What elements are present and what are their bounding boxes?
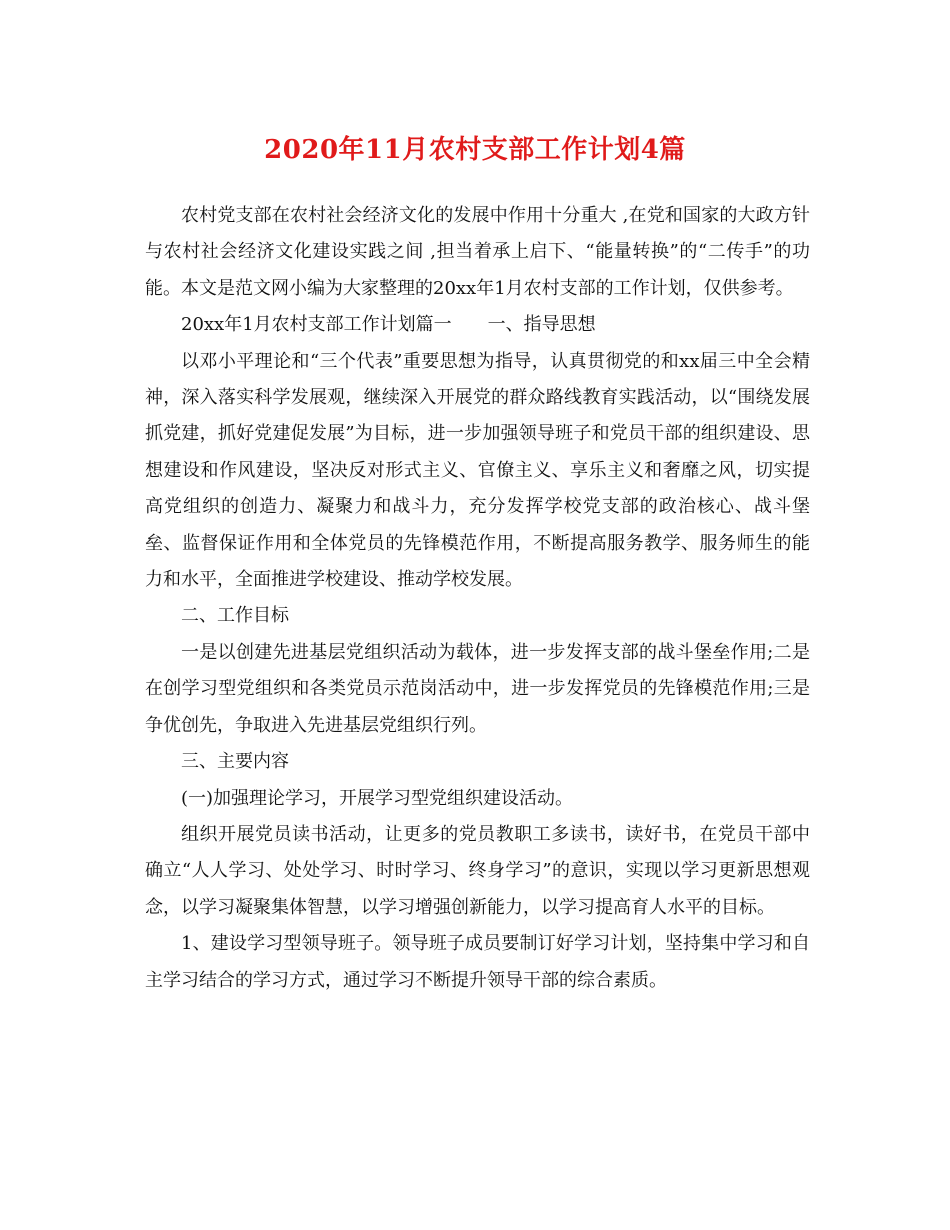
paragraph-guiding-thought: 以邓小平理论和“三个代表”重要思想为指导，认真贯彻党的和xx届三中全会精神，深入落实科学发展观，继续深入开展党的群众路线教育实践活动，以“围绕发展抓党建，抓好党建促发展”为目标，进一步加强领导班子和党员干部的组织建设、思想建设和作风建设，坚决反对形式主义、官僚主义、享乐主义和奢靡之风，切实提高党组织的创造力、凝聚力和战斗力，充分发挥学校党支部的政治核心、战斗堡垒、监督保证作用和全体党员的先锋模范作用，不断提高服务教学、服务师生的能力和水平，全面推进学校建设、推动学校发展。: [145, 350, 810, 591]
paragraph-work-goals-heading: 二、工作目标: [181, 605, 289, 627]
paragraph-main-content-heading: 三、主要内容: [181, 751, 289, 773]
paragraph-reading-activity: 组织开展党员读书活动，让更多的党员教职工多读书，读好书，在党员干部中确立“人人学习、处处学习、时时学习、终身学习”的意识，实现以学习更新思想观念，以学习凝聚集体智慧，以学习增强创新能力，以学习提高育人水平的目标。: [145, 823, 810, 918]
paragraph-section-heading: 20xx年1月农村支部工作计划篇一 一、指导思想: [181, 314, 596, 336]
paragraph-theory-study: (一)加强理论学习，开展学习型党组织建设活动。: [181, 787, 574, 809]
document-body: [145, 198, 810, 999]
document-title: 2020年11月农村支部工作计划4篇: [264, 135, 686, 165]
paragraph-work-goals: 一是以创建先进基层党组织活动为载体，进一步发挥支部的战斗堡垒作用;二是在创学习型党组织和各类党员示范岗活动中，进一步发挥党员的先锋模范作用;三是争优创先，争取进入先进基层党组织行列。: [145, 641, 810, 736]
paragraph-learning-leadership: 1、建设学习型领导班子。领导班子成员要制订好学习计划，坚持集中学习和自主学习结合的学习方式，通过学习不断提升领导干部的综合素质。: [145, 933, 810, 991]
paragraph-intro: 农村党支部在农村社会经济文化的发展中作用十分重大 ,在党和国家的大政方针与农村社会经济文化建设实践之间 ,担当着承上启下、“能量转换”的“二传手”的功能。本文是范文网小编为大家整理的20xx年1月农村支部的工作计划，仅供参考。: [145, 205, 810, 299]
